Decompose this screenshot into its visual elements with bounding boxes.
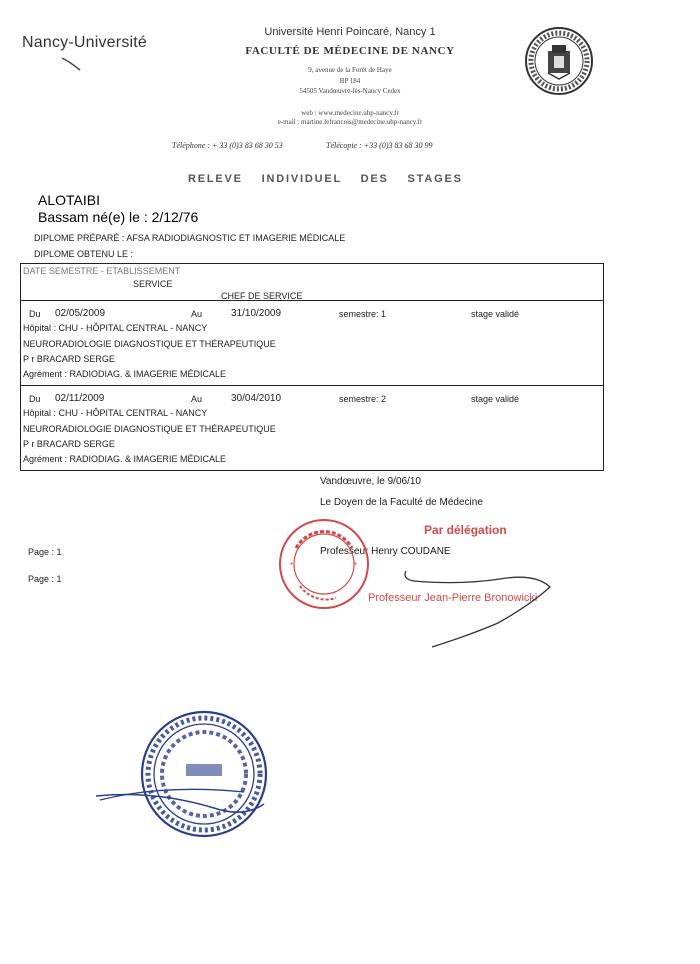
stage-status: stage validé	[471, 309, 520, 319]
table-header	[20, 263, 604, 301]
service: NEURORADIOLOGIE DIAGNOSTIQUE ET THÉRAPEUTIQUE	[23, 424, 276, 434]
date-du: 02/11/2009	[55, 393, 105, 404]
address-line-1: 9, avenue de la Forêt de Haye	[308, 66, 392, 74]
web-address: web : www.medecine.uhp-nancy.fr	[301, 109, 399, 117]
email-address: e-mail : martine.lefrancois@medecine.uhp-nancy.fr	[277, 118, 423, 126]
telecopie: Télécopie : +33 (0)3 83 68 30 99	[326, 141, 433, 150]
professeur-name: Professeur Henry COUDANE	[320, 546, 451, 557]
address-line-3: 54505 Vandœuvre-lès-Nancy Cedex	[299, 87, 401, 95]
page-number: Page : 1	[28, 574, 62, 584]
semestre: semestre: 1	[339, 309, 387, 319]
au-label: Au	[191, 309, 203, 319]
header-service: SERVICE	[133, 279, 173, 289]
date-au: 31/10/2009	[231, 308, 282, 319]
header-date-etablissement: DATE SEMESTRE - ETABLISSEMENT	[23, 266, 181, 276]
diplome-obtenu: DIPLOME OBTENU LE :	[34, 249, 134, 259]
telephone: Téléphone : + 33 (0)3 83 68 30 53	[172, 141, 283, 150]
semestre: semestre: 2	[339, 394, 387, 404]
document-title: RELEVE INDIVIDUEL DES STAGES	[188, 173, 463, 185]
du-label: Du	[29, 309, 41, 319]
student-name-birthdate: Bassam né(e) le : 2/12/76	[38, 209, 199, 225]
student-surname: ALOTAIBI	[38, 192, 100, 208]
date-au: 30/04/2010	[231, 393, 282, 404]
svg-text:*: *	[354, 561, 358, 570]
hopital: Hôpital : CHU - HÔPITAL CENTRAL - NANCY	[23, 408, 208, 418]
university-name: Université Henri Poincaré, Nancy 1	[264, 26, 436, 38]
delegate-name: Professeur Jean-Pierre Bronowicki	[368, 592, 538, 604]
header-chef-de-service: CHEF DE SERVICE	[221, 291, 303, 301]
table-row	[20, 300, 604, 386]
doyen-title: Le Doyen de la Faculté de Médecine	[320, 497, 483, 508]
embassy-stamp-icon	[94, 708, 272, 838]
place-date: Vandœuvre, le 9/06/10	[320, 476, 421, 487]
au-label: Au	[191, 394, 203, 404]
stage-status: stage validé	[471, 394, 520, 404]
hopital: Hôpital : CHU - HÔPITAL CENTRAL - NANCY	[23, 323, 208, 333]
svg-text:*: *	[290, 561, 294, 570]
faculty-seal-icon	[276, 516, 372, 612]
nancy-universite-logo: Nancy-Université	[22, 34, 148, 51]
page-number: Page : 1	[28, 547, 62, 557]
chef-de-service: P r BRACARD SERGE	[23, 354, 115, 364]
diplome-prepare: DIPLOME PRÉPARÉ : AFSA RADIODIAGNOSTIC ET IMAGERIE MÉDICALE	[34, 233, 346, 243]
chef-de-service: P r BRACARD SERGE	[23, 439, 115, 449]
handwritten-signature-icon	[400, 565, 560, 650]
faculty-name: FACULTÉ DE MÉDECINE DE NANCY	[245, 45, 455, 57]
par-delegation: Par délégation	[424, 523, 507, 537]
table-row	[20, 385, 604, 471]
date-du: 02/05/2009	[55, 308, 106, 319]
du-label: Du	[29, 394, 41, 404]
university-seal-icon	[524, 26, 594, 96]
agrement: Agrément : RADIODIAG. & IMAGERIE MÉDICALE	[23, 454, 227, 464]
agrement: Agrément : RADIODIAG. & IMAGERIE MÉDICALE	[23, 369, 227, 379]
address-line-2: BP 184	[339, 77, 361, 85]
service: NEURORADIOLOGIE DIAGNOSTIQUE ET THÉRAPEUTIQUE	[23, 339, 276, 349]
